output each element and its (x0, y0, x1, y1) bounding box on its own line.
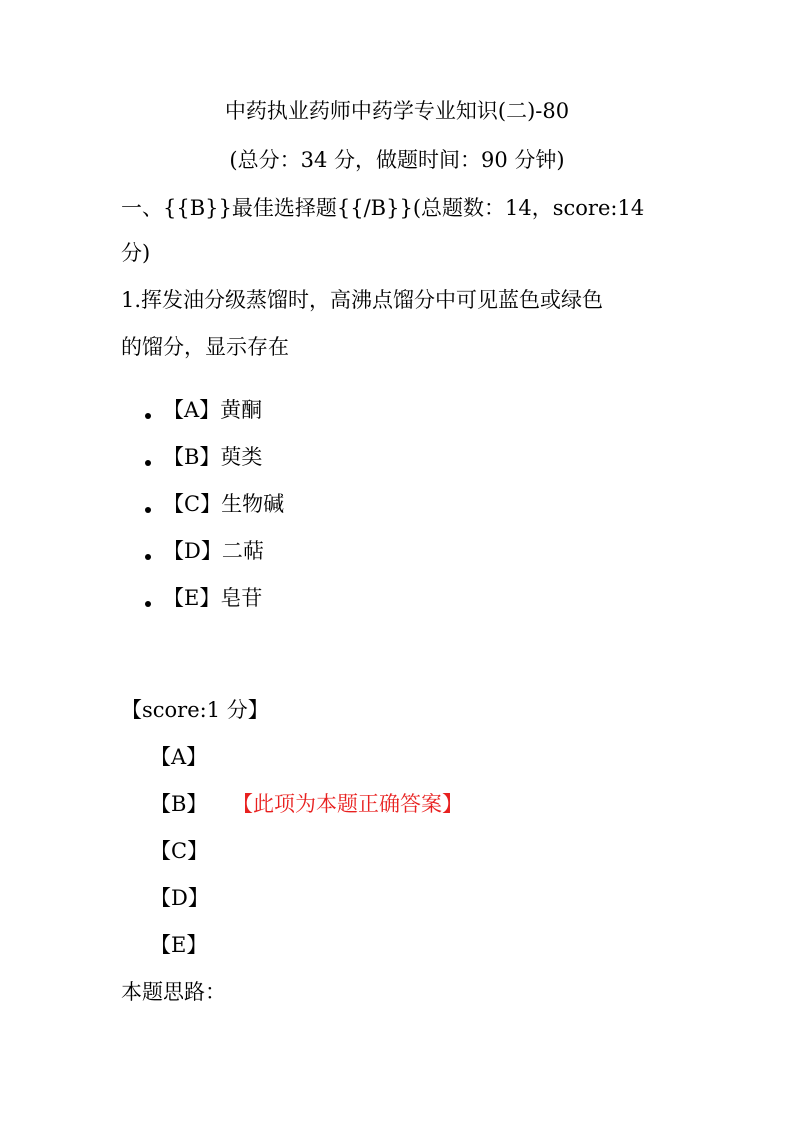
exam-info: (总分：34 分，做题时间：90 分钟) (229, 148, 565, 172)
option-e[interactable]: 【E】皂苷 (163, 586, 263, 610)
bullet-icon (145, 413, 151, 419)
score-label: 【score:1 分】 (121, 698, 269, 722)
answer-e: 【E】 (150, 933, 208, 957)
answer-b: 【B】 (150, 792, 208, 816)
answer-a: 【A】 (150, 745, 208, 769)
bullet-icon (145, 601, 151, 607)
question-stem-continued: 的馏分，显示存在 (121, 335, 289, 359)
correct-answer-note: 【此项为本题正确答案】 (232, 792, 463, 816)
option-c[interactable]: 【C】生物碱 (163, 492, 285, 516)
section-heading-continued: 分) (121, 241, 151, 265)
bullet-icon (145, 554, 151, 560)
option-b[interactable]: 【B】萸类 (163, 445, 263, 469)
analysis-label: 本题思路： (121, 980, 226, 1004)
section-heading: 一、{{B}}最佳选择题{{/B}}(总题数：14，score:14 (121, 196, 645, 220)
option-d[interactable]: 【D】二萜 (163, 539, 264, 563)
answer-d: 【D】 (150, 886, 209, 910)
page-title: 中药执业药师中药学专业知识(二)-80 (224, 99, 570, 123)
question-stem: 1.挥发油分级蒸馏时，高沸点馏分中可见蓝色或绿色 (121, 288, 604, 312)
bullet-icon (145, 460, 151, 466)
option-a[interactable]: 【A】黄酮 (163, 398, 263, 422)
bullet-icon (145, 507, 151, 513)
answer-c: 【C】 (150, 839, 209, 863)
